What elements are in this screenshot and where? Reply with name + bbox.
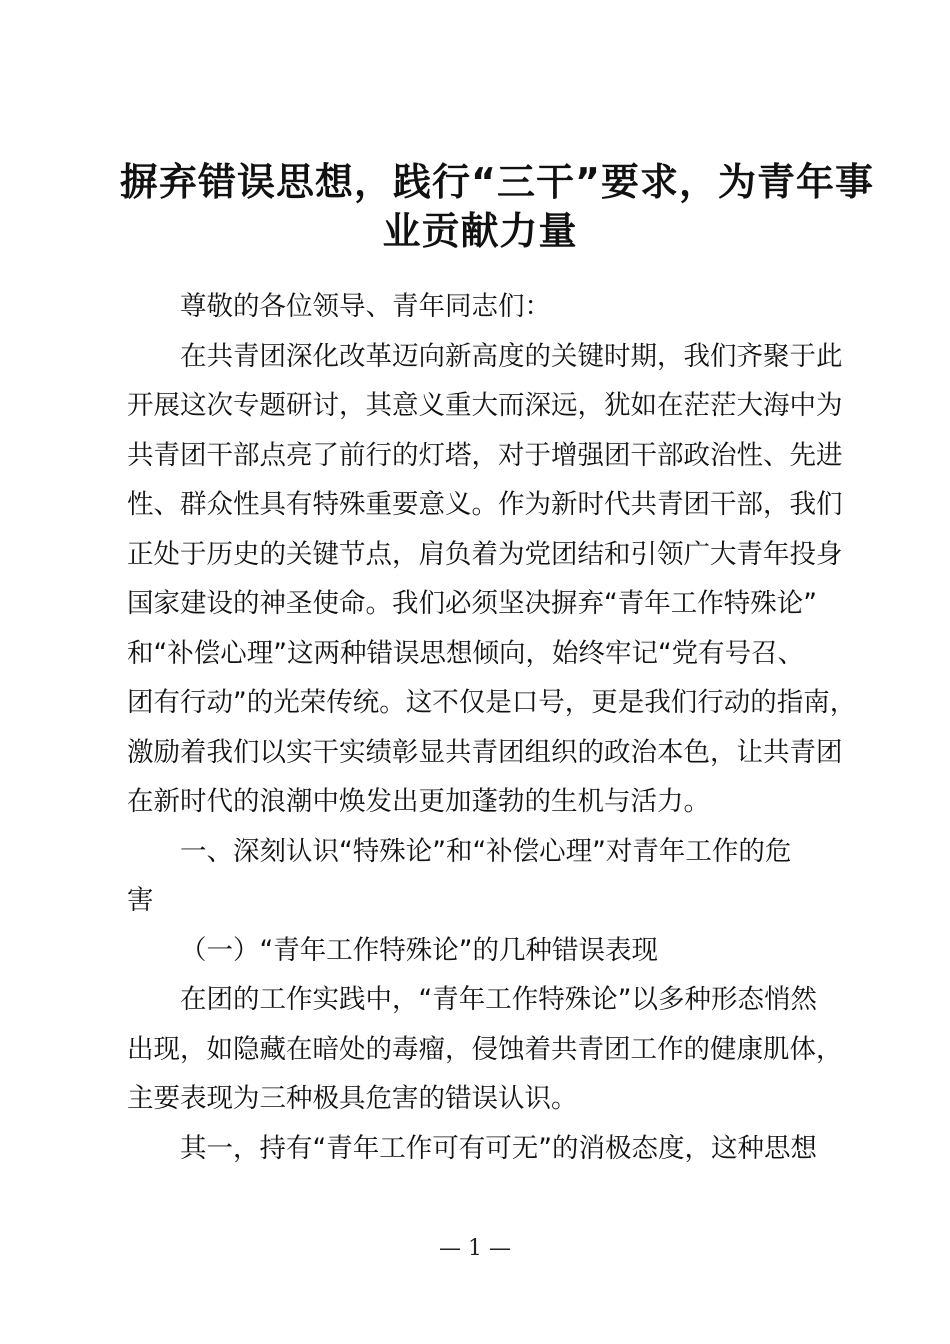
subsection-heading: （一）“青年工作特殊论”的几种错误表现 [180,934,658,966]
paragraph-1-line: 共青团干部点亮了前行的灯塔，对于增强团干部政治性、先进 [127,439,843,471]
section-heading-line: 害 [127,885,154,916]
paragraph-1-line: 性、群众性具有特殊重要意义。作为新时代共青团干部，我们 [127,489,843,520]
paragraph-1-line: 团有行动”的光荣传统。这不仅是口号，更是我们行动的指南， [127,687,857,718]
document-body [127,282,857,1173]
paragraph-1-line: 和“补偿心理”这两种错误思想倾向，始终牢记“党有号召、 [127,637,805,669]
paragraph-1-line: 开展这次专题研讨，其意义重大而深远，犹如在茫茫大海中为 [127,390,843,421]
paragraph-1-line: 在共青团深化改革迈向新高度的关键时期，我们齐聚于此 [180,340,843,372]
paragraph-1-line: 激励着我们以实干实绩彰显共青团组织的政治本色，让共青团 [127,736,843,768]
title-line-1: 摒弃错误思想，践行“三干”要求，为青年事 [120,160,874,204]
paragraph-1-line: 在新时代的浪潮中焕发出更加蓬勃的生机与活力。 [127,786,710,817]
paragraph-1-line: 正处于历史的关键节点，肩负着为党团结和引领广大青年投身 [127,538,843,570]
paragraph-1-line: 国家建设的神圣使命。我们必须坚决摒弃“青年工作特殊论” [127,588,817,619]
document-title [120,158,874,256]
paragraph-3-line: 其一，持有“青年工作可有可无”的消极态度，这种思想 [180,1132,817,1164]
paragraph-2-line: 在团的工作实践中，“青年工作特殊论”以多种形态悄然 [180,984,817,1015]
page-number: — 1 — [439,1236,511,1261]
section-heading-line: 一、深刻认识“特殊论”和“补偿心理”对青年工作的危 [180,835,792,867]
paragraph-2-line: 出现，如隐藏在暗处的毒瘤，侵蚀着共青团工作的健康肌体， [127,1033,843,1065]
title-line-2: 业贡献力量 [382,209,578,253]
salutation: 尊敬的各位领导、青年同志们： [180,291,551,322]
paragraph-2-line: 主要表现为三种极具危害的错误认识。 [127,1083,578,1114]
